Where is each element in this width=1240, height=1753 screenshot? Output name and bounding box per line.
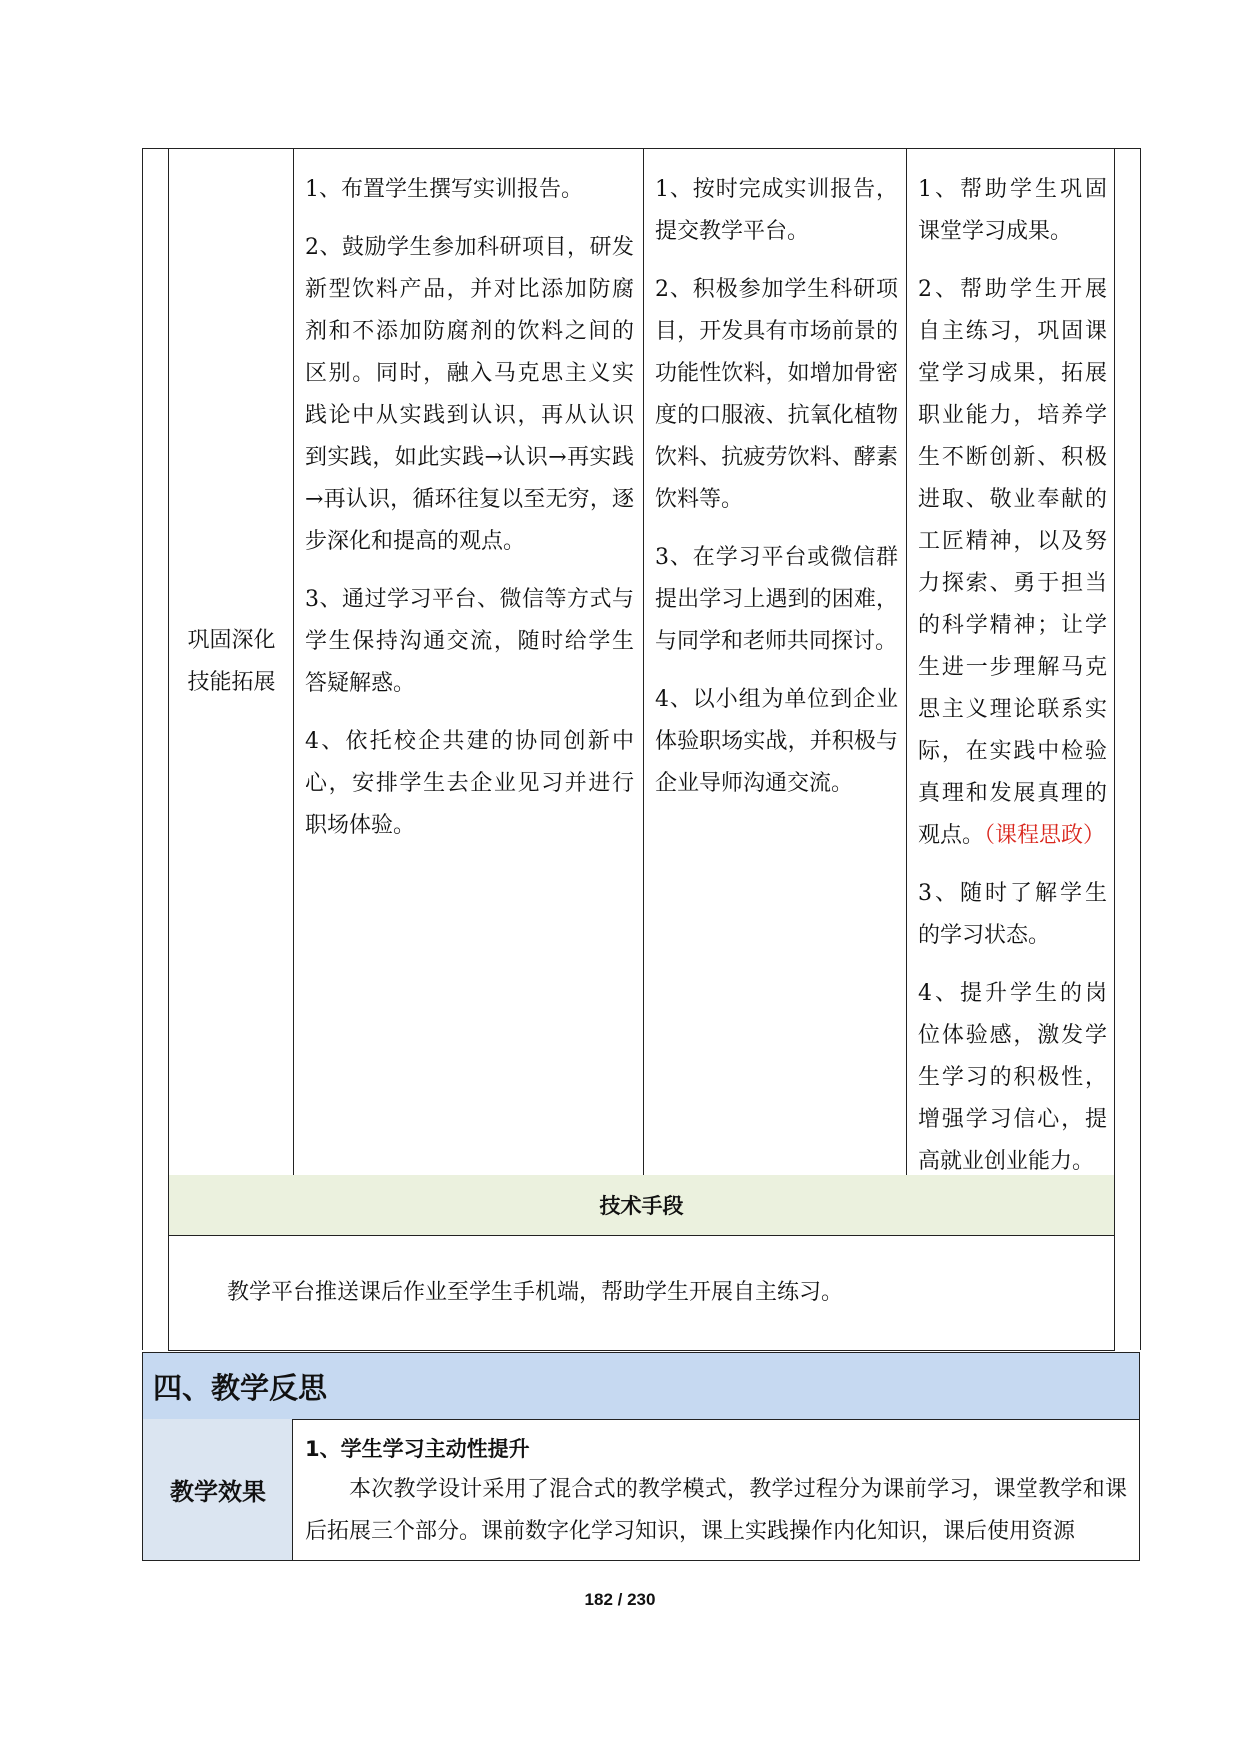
design-intent-cell <box>906 148 1115 1176</box>
teacher-activity: 3、通过学习平台、微信等方式与学生保持沟通交流，随时给学生答疑解惑。 <box>305 587 634 696</box>
design-intent-item <box>918 269 1107 857</box>
student-activity: 2、积极参加学生科研项目，开发具有市场前景的功能性饮料，如增加骨密度的口服液、抗氧化植物饮料、抗疲劳饮料、酵素饮料等。 <box>655 277 898 512</box>
effect-point-title: 1、学生学习主动性提升 <box>305 1437 530 1461</box>
design-intent-item: 1、帮助学生巩固课堂学习成果。 <box>918 177 1107 244</box>
design-intent-item: 4、提升学生的岗位体验感，激发学生学习的积极性，增强学习信心，提高就业创业能力。 <box>918 981 1107 1174</box>
ideology-tag: （课程思政） <box>984 823 1106 848</box>
student-activity: 4、以小组为单位到企业体验职场实战，并积极与企业导师沟通交流。 <box>655 687 898 796</box>
teacher-activity: 1、布置学生撰写实训报告。 <box>305 177 583 202</box>
outer-rail-left <box>142 148 169 1350</box>
student-activity: 1、按时完成实训报告，提交教学平台。 <box>655 177 898 244</box>
effect-point-body: 本次教学设计采用了混合式的教学模式，教学过程分为课前学习，课堂教学和课后拓展三个部分。课前数字化学习知识，课上实践操作内化知识，课后使用资源 <box>305 1477 1127 1544</box>
tech-heading-text: 技术手段 <box>599 1194 684 1218</box>
effect-label: 教学效果 <box>170 1478 266 1506</box>
student-activity: 3、在学习平台或微信群提出学习上遇到的困难，与同学和老师共同探讨。 <box>655 545 898 654</box>
outer-rail-right <box>1114 148 1141 1350</box>
stage-label: 巩固深化技能拓展 <box>187 628 276 695</box>
teacher-activity: 4、依托校企共建的协同创新中心，安排学生去企业见习并进行职场体验。 <box>305 729 634 838</box>
section-title: 四、教学反思 <box>153 1370 328 1405</box>
design-intent-text: 2、帮助学生开展自主练习，巩固课堂学习成果，拓展职业能力，培养学生不断创新、积极进取、敬业奉献的工匠精神，以及努力探索、勇于担当的科学精神；让学生进一步理解马克思主义理论联系实际，在实践中检验真理和发展真理的观点。 <box>918 277 1107 848</box>
section-reflection-heading <box>142 1352 1140 1420</box>
teacher-activity: 2、鼓励学生参加科研项目，研发新型饮料产品，并对比添加防腐剂和不添加防腐剂的饮料之间的区别。同时，融入马克思主义实践论中从实践到认识，再从认识到实践，如此实践→认识→再实践→再认识，循环往复以至无穷，逐步深化和提高的观点。 <box>305 235 634 554</box>
tech-heading <box>168 1175 1115 1236</box>
stage-label-cell <box>168 148 294 1176</box>
tech-text: 教学平台推送课后作业至学生手机端，帮助学生开展自主练习。 <box>227 1279 844 1305</box>
tech-content <box>168 1235 1115 1351</box>
effect-content-cell <box>292 1419 1140 1561</box>
page-number: 182 / 230 <box>584 1590 656 1609</box>
teacher-activities-cell <box>293 148 644 1176</box>
effect-label-cell <box>142 1419 293 1561</box>
student-activities-cell <box>643 148 907 1176</box>
design-intent-item: 3、随时了解学生的学习状态。 <box>918 881 1107 948</box>
